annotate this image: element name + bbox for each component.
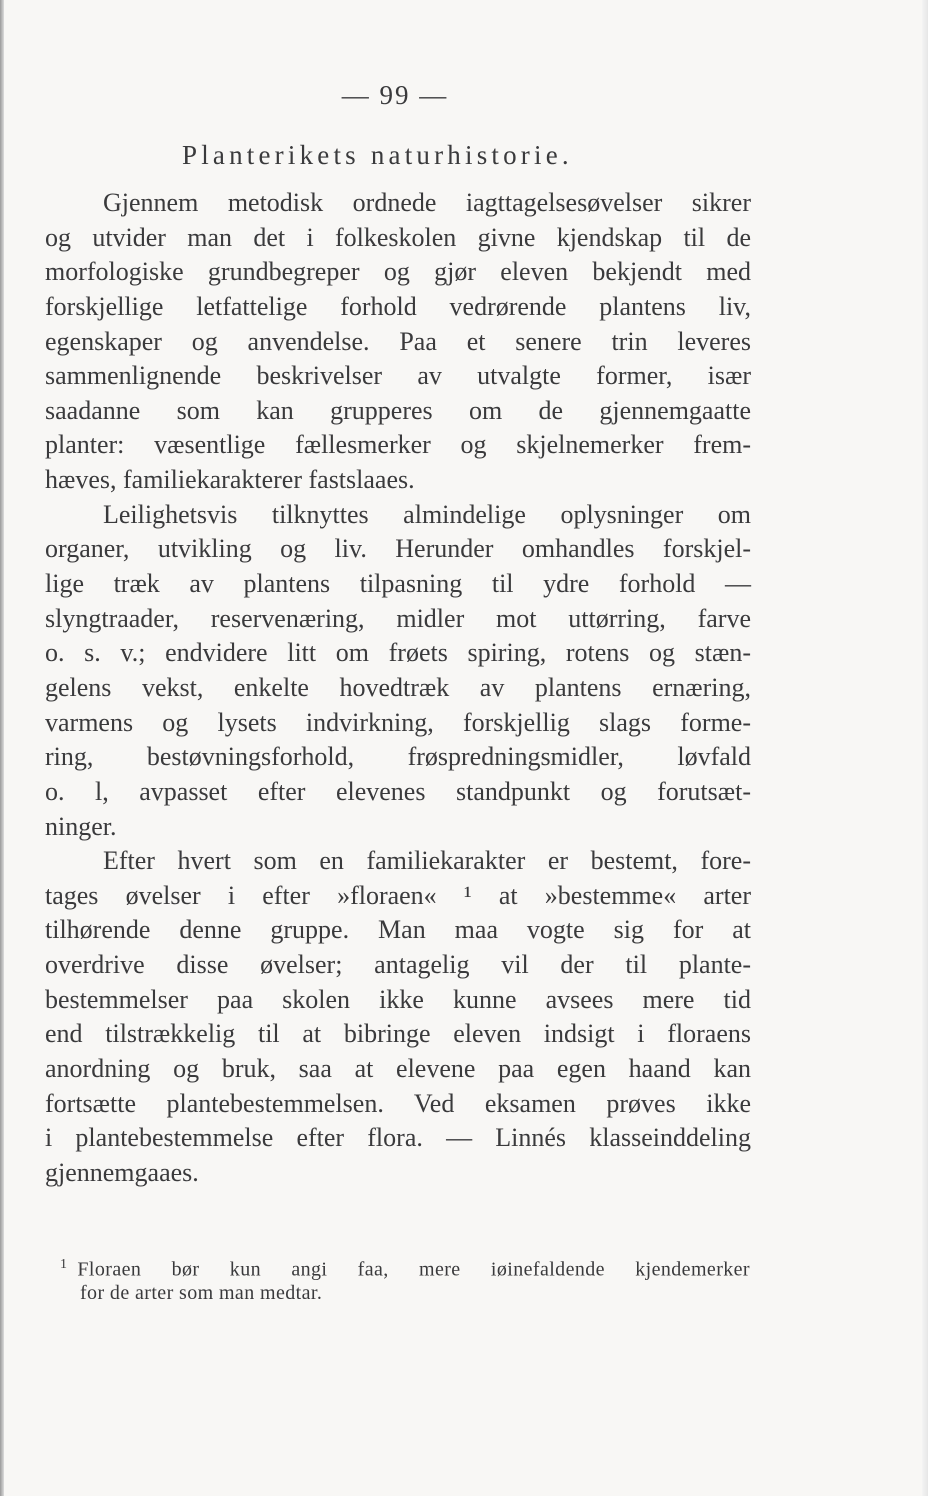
- page-number: — 99 —: [341, 80, 449, 110]
- text-line: egenskaper og anvendelse. Paa et senere trin leveres: [45, 326, 751, 356]
- text-line: anordning og bruk, saa at elevene paa egen haand kan: [45, 1054, 751, 1084]
- text-line: morfologiske grundbegreper og gjør eleven bekjendt med: [45, 257, 751, 287]
- text-line: Leilighetsvis tilknyttes almindelige oplysninger om: [103, 499, 751, 529]
- text-line: varmens og lysets indvirkning, forskjellig slags forme-: [45, 707, 751, 737]
- text-line: tilhørende denne gruppe. Man maa vogte sig for at: [45, 915, 751, 945]
- text-line: tages øvelser i efter »floraen« ¹ at »bestemme« arter: [45, 880, 751, 910]
- text-line: o. l, avpasset efter elevenes standpunkt og forutsæt-: [45, 776, 751, 806]
- section-heading: Planterikets naturhistorie.: [182, 140, 573, 170]
- text-line: gjennemgaaes.: [45, 1157, 199, 1187]
- footnote: [60, 1250, 750, 1308]
- text-line: Gjennem metodisk ordnede iagttagelsesøvelser sikrer: [103, 188, 751, 217]
- footnote-line: for de arter som man medtar.: [80, 1282, 323, 1304]
- text-line: sammenlignende beskrivelser av utvalgte former, især: [45, 361, 751, 391]
- page-edge-shadow: [0, 0, 4, 1496]
- footnote-marker: 1: [60, 1257, 68, 1272]
- text-line: i plantebestemmelse efter flora. — Linnés klasseinddeling: [45, 1123, 751, 1153]
- text-line: ring, bestøvningsforhold, frøspredningsmidler, løvfald: [45, 742, 751, 772]
- footnote-text: Floraen bør kun angi faa, mere iøinefaldende kjendemerker: [77, 1258, 750, 1281]
- text-line: end tilstrækkelig til at bibringe eleven indsigt i floraens: [45, 1019, 751, 1049]
- body-text: [45, 186, 751, 1191]
- text-line: lige træk av plantens tilpasning til ydre forhold —: [45, 569, 751, 599]
- text-line: Efter hvert som en familiekarakter er bestemt, fore-: [103, 846, 751, 876]
- text-line: forskjellige letfattelige forhold vedrørende plantens liv,: [45, 291, 751, 321]
- text-line: planter: væsentlige fællesmerker og skjelnemerker frem-: [45, 430, 751, 460]
- text-line: ninger.: [45, 811, 117, 841]
- text-line: og utvider man det i folkeskolen givne kjendskap til de: [45, 222, 751, 252]
- text-line: saadanne som kan grupperes om de gjennemgaatte: [45, 395, 751, 425]
- text-line: overdrive disse øvelser; antagelig vil der til plante-: [45, 950, 751, 980]
- text-line: organer, utvikling og liv. Herunder omhandles forskjel-: [45, 534, 751, 564]
- page-edge-highlight: [922, 0, 928, 1496]
- text-line: gelens vekst, enkelte hovedtræk av plantens ernæring,: [45, 672, 751, 702]
- text-line: fortsætte plantebestemmelsen. Ved eksamen prøves ikke: [45, 1088, 751, 1118]
- text-line: hæves, familiekarakterer fastslaaes.: [45, 465, 415, 495]
- text-line: slyngtraader, reservenæring, midler mot uttørring, farve: [45, 603, 751, 633]
- text-line: bestemmelser paa skolen ikke kunne avsees mere tid: [45, 984, 751, 1014]
- text-line: o. s. v.; endvidere litt om frøets spiring, rotens og stæn-: [45, 638, 751, 668]
- footnote-line: [60, 1250, 750, 1279]
